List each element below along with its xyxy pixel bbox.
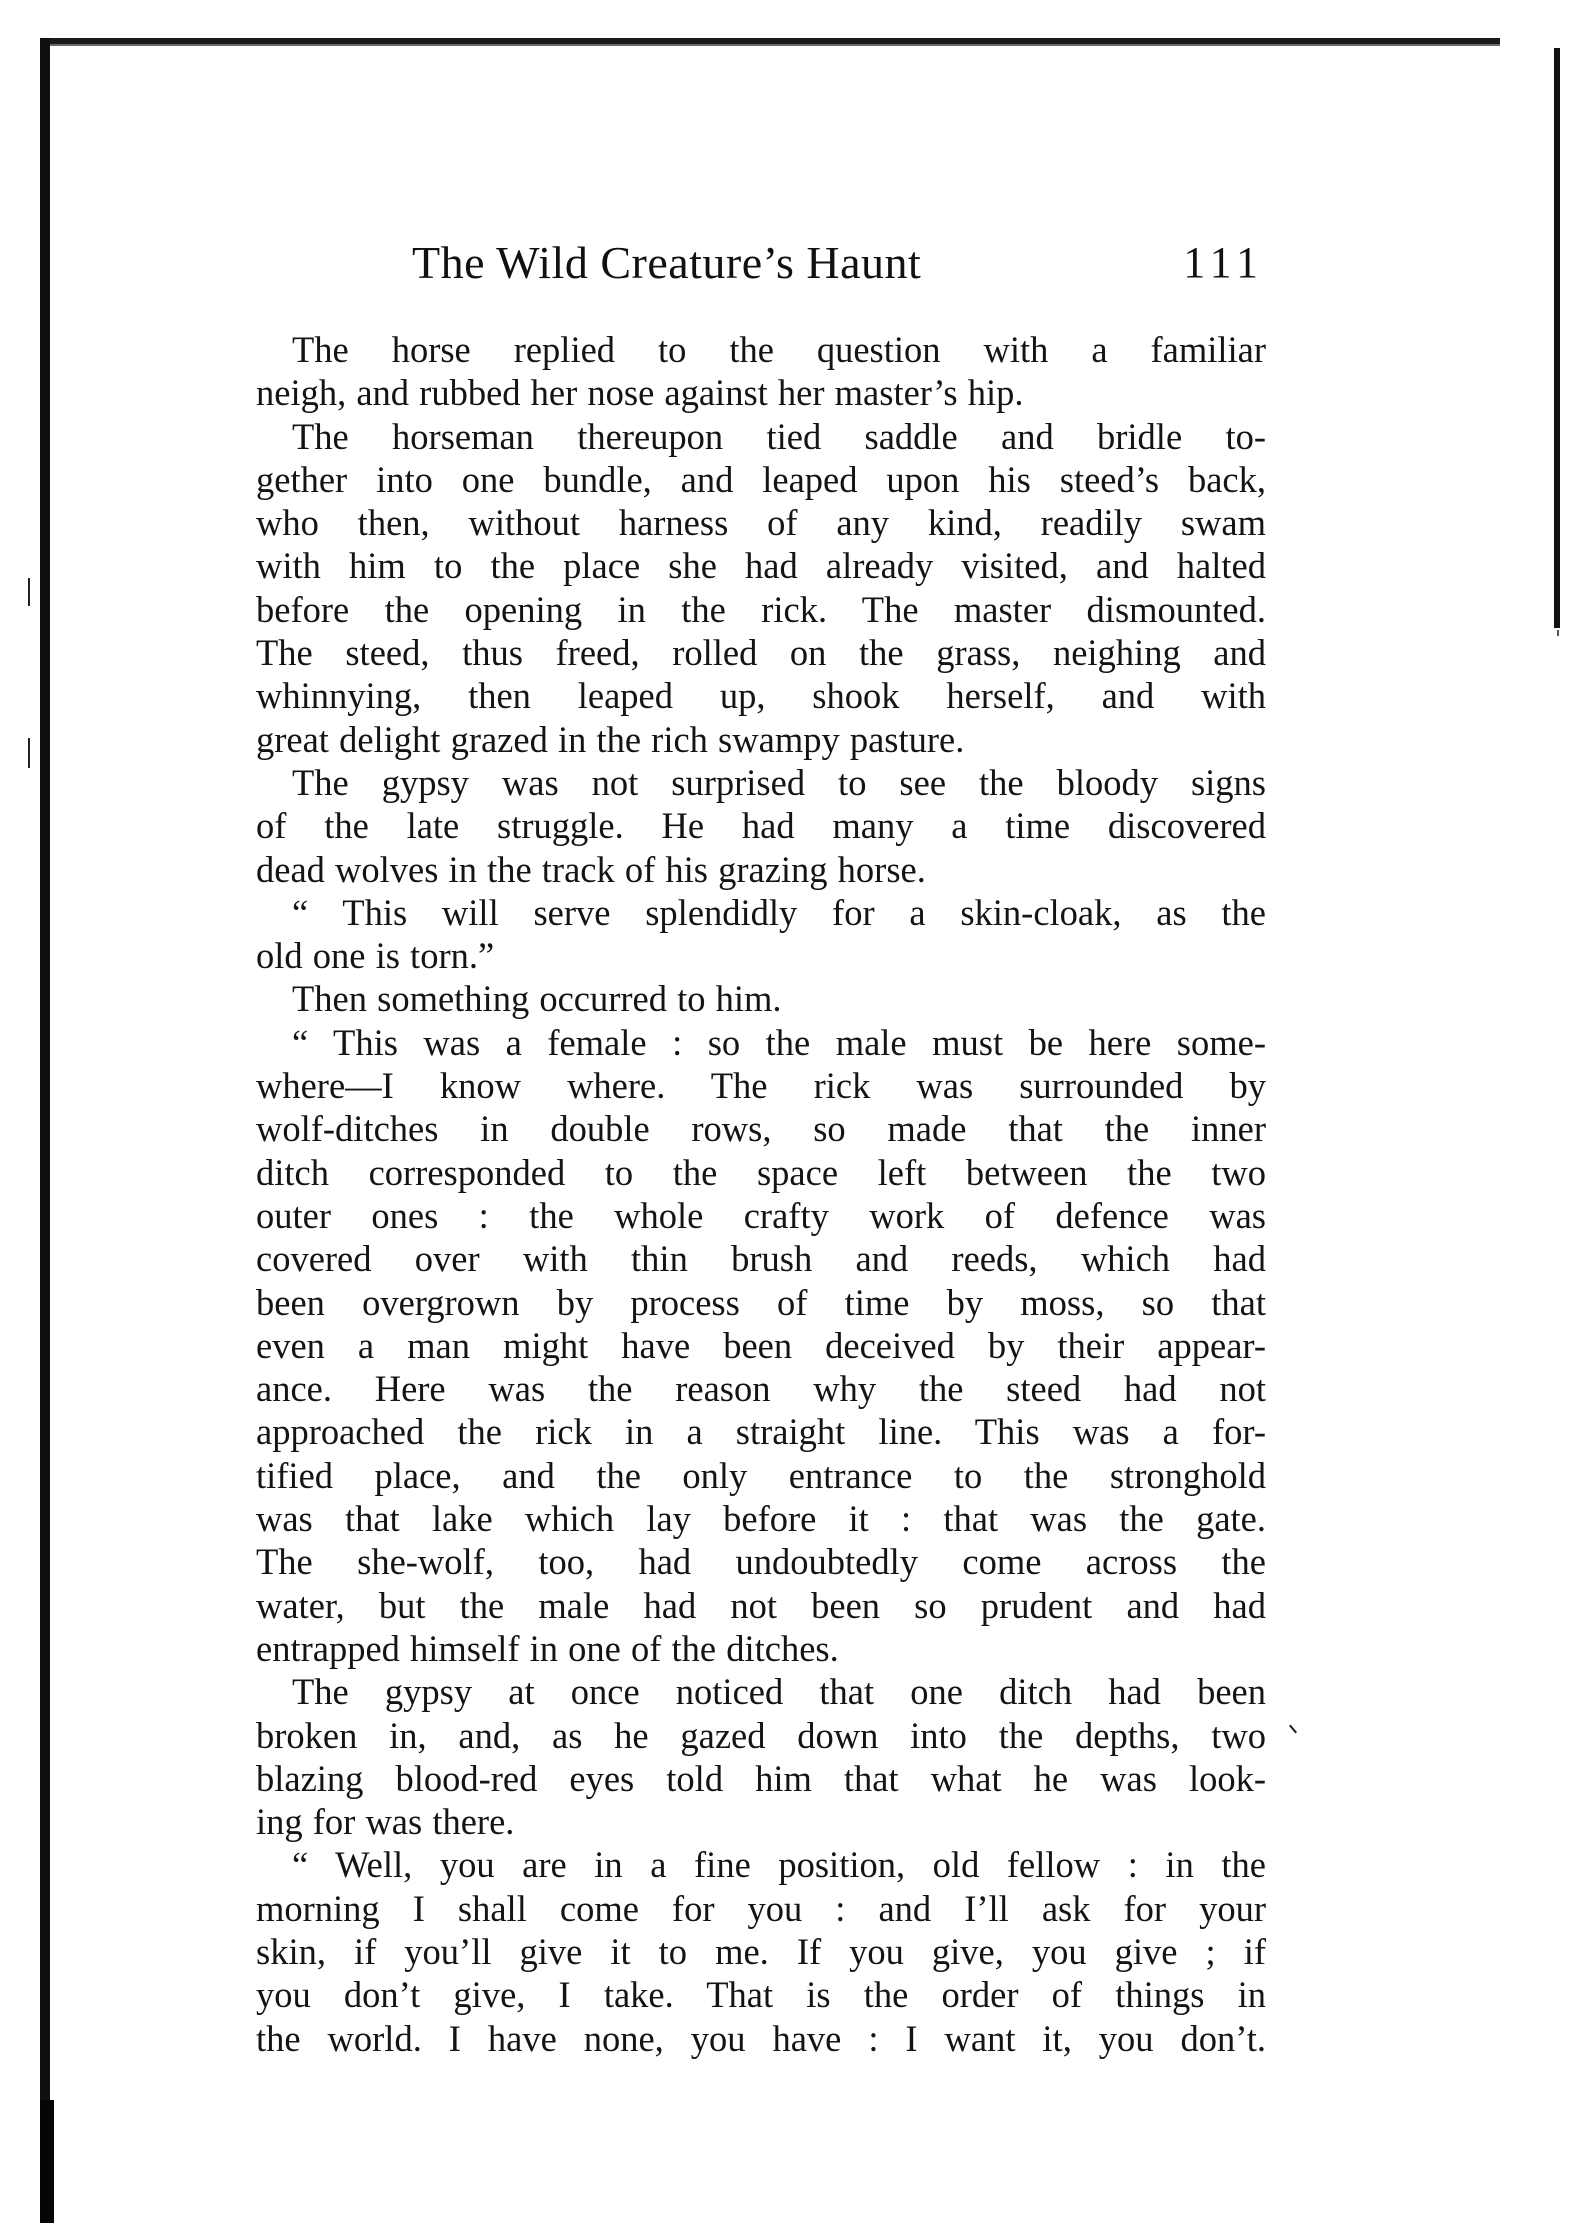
text-line: skin, if you’ll give it to me. If you give, you give ; if [256,1930,1266,1972]
text-line: The horseman thereupon tied saddle and bridle to- [292,415,1266,457]
text-line: ance. Here was the reason why the steed had not [256,1368,1266,1410]
scan-edge-top-shadow [44,44,1500,46]
scan-edge-right [1554,48,1560,628]
text-line: great delight grazed in the rich swampy pasture. [256,718,965,760]
scan-speck [28,738,30,768]
text-line: who then, without harness of any kind, readily swam [256,502,1266,544]
text-line: The she-wolf, too, had undoubtedly come across the [256,1541,1266,1583]
text-line: where—I know where. The rick was surrounded by [256,1065,1266,1107]
running-header [262,228,1264,298]
text-line: morning I shall come for you : and I’ll ask for your [256,1887,1266,1929]
text-line: The gypsy was not surprised to see the bloody signs [292,761,1266,803]
text-line: was that lake which lay before it : that was the gate. [256,1498,1266,1540]
body-text [256,328,1266,2060]
text-line: The horse replied to the question with a familiar [292,329,1266,370]
scan-speck [1289,1725,1297,1734]
text-line: ing for was there. [256,1801,515,1843]
scan-speck [28,578,30,606]
text-line: blazing blood-red eyes told him that what he was look- [256,1757,1266,1799]
text-line: before the opening in the rick. The master dismounted. [256,588,1266,630]
text-line: been overgrown by process of time by moss, so that [256,1281,1266,1323]
text-line: the world. I have none, you have : I want it, you don’t. [256,2017,1266,2059]
text-line: “ This was a female : so the male must be here some- [292,1021,1266,1063]
text-line: you don’t give, I take. That is the order of things in [256,1974,1266,2016]
text-line: whinnying, then leaped up, shook herself, and with [256,675,1266,717]
text-line: Then something occurred to him. [292,978,782,1020]
text-line: The steed, thus freed, rolled on the grass, neighing and [256,632,1266,674]
scan-edge-right-mark [1557,630,1559,636]
text-line: dead wolves in the track of his grazing horse. [256,848,926,890]
text-line: wolf-ditches in double rows, so made that the inner [256,1108,1266,1150]
running-title: The Wild Creature’s Haunt [412,237,922,288]
text-line: entrapped himself in one of the ditches. [256,1627,839,1669]
text-line: old one is torn.” [256,935,495,977]
scan-edge-left-bottom [40,2100,54,2223]
text-line: tified place, and the only entrance to the stronghold [256,1454,1266,1496]
text-line: broken in, and, as he gazed down into the depths, two [256,1714,1266,1756]
text-line: The gypsy at once noticed that one ditch had been [292,1671,1266,1713]
scan-edge-left [40,38,50,2223]
text-line: ditch corresponded to the space left between the two [256,1151,1266,1193]
text-line: gether into one bundle, and leaped upon his steed’s back, [256,458,1266,500]
text-line: “ Well, you are in a fine position, old fellow : in the [292,1844,1266,1886]
text-line: covered over with thin brush and reeds, which had [256,1238,1266,1280]
text-line: approached the rick in a straight line. This was a for- [256,1411,1266,1453]
text-line: water, but the male had not been so prudent and had [256,1584,1266,1626]
page-number: 111 [1183,238,1264,287]
text-line: outer ones : the whole crafty work of defence was [256,1194,1266,1236]
text-line: of the late struggle. He had many a time discovered [256,805,1266,847]
text-line: neigh, and rubbed her nose against her master’s hip. [256,372,1024,414]
text-line: “ This will serve splendidly for a skin-cloak, as the [292,891,1266,933]
text-line: with him to the place she had already visited, and halted [256,545,1266,587]
text-line: even a man might have been deceived by their appear- [256,1324,1266,1366]
